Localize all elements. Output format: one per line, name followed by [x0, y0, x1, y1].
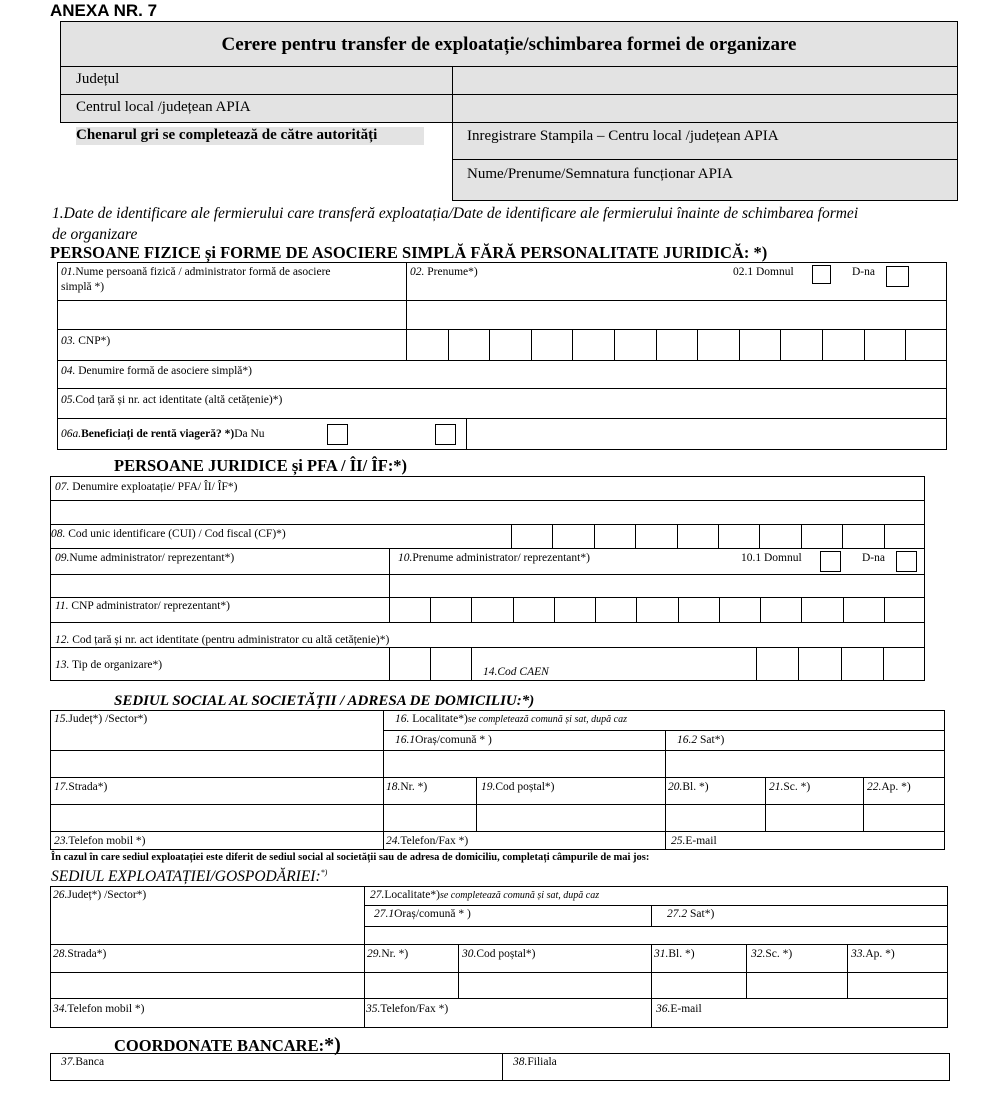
- city-input[interactable]: [384, 751, 664, 776]
- f20-label: Bl. *): [682, 781, 709, 793]
- farm-county-input[interactable]: [51, 906, 363, 943]
- f11-label: CNP administrator/ reprezentant*): [71, 600, 231, 612]
- farm-street-input[interactable]: [51, 973, 363, 997]
- alt-address-note: În cazul în care sediul exploatației este diferit de sediul social al societății sau de adresa de domiciliu, completați câmpurile de mai jos:: [51, 852, 650, 863]
- section1-heading: PERSOANE FIZICE și FORME DE ASOCIERE SIMPLĂ FĂRĂ PERSONALITATE JURIDICĂ: *): [50, 243, 768, 262]
- annex-title: ANEXA NR. 7: [50, 1, 158, 20]
- f02-label: Prenume*): [427, 266, 478, 278]
- county-label: Județul: [76, 71, 120, 87]
- admin-mrs-label: D-na: [862, 552, 885, 564]
- admin-mr-checkbox[interactable]: [820, 551, 841, 572]
- f02-input[interactable]: [407, 301, 946, 328]
- f34-label: Telefon mobil *): [67, 1003, 145, 1015]
- f18-label: Nr. *): [400, 781, 428, 793]
- f05-label: Cod țară și nr. act identitate (altă cetățenie)*): [75, 394, 283, 406]
- section1-intro-line2: de organizare: [52, 226, 138, 243]
- f03-label: CNP*): [78, 335, 111, 347]
- section5-heading: COORDONATE BANCARE:: [114, 1036, 325, 1055]
- village-input[interactable]: [666, 751, 944, 776]
- section2-heading: PERSOANE JURIDICE și PFA / ÎI/ ÎF:*): [114, 456, 408, 475]
- f101-label: 10.1 Domnul: [741, 552, 802, 564]
- cui-cells[interactable]: [511, 524, 925, 548]
- f30-label: Cod poștal*): [476, 948, 536, 960]
- official-label: Nume/Prenume/Semnatura funcționar APIA: [467, 166, 733, 182]
- f09-label: Nume administrator/ reprezentant*): [69, 552, 235, 564]
- f25-label: E-mail: [685, 835, 717, 847]
- f27-label: Localitate*): [384, 889, 440, 901]
- f29-label: Nr. *): [381, 948, 409, 960]
- f31-label: Bl. *): [668, 948, 695, 960]
- f35-label: Telefon/Fax *): [380, 1003, 449, 1015]
- org-type-cells[interactable]: [389, 648, 471, 680]
- f01-input[interactable]: [58, 301, 406, 328]
- f271-label: Oraș/comună * ): [394, 908, 471, 920]
- registration-label: Inregistrare Stampila – Centru local /județean APIA: [467, 128, 779, 144]
- mrs-label: D-na: [852, 266, 875, 278]
- street-input[interactable]: [51, 805, 382, 830]
- f10-input[interactable]: [390, 575, 924, 597]
- bank-input[interactable]: [51, 1068, 501, 1080]
- f161-label: Oraș/comună * ): [415, 734, 492, 746]
- f17-label: Strada*): [68, 781, 108, 793]
- f09-input[interactable]: [51, 575, 389, 597]
- county-sector-input[interactable]: [51, 751, 382, 776]
- f162-label: Sat*): [700, 734, 725, 746]
- rent-no-checkbox[interactable]: [435, 424, 456, 445]
- f01-label: Nume persoană fizică / administrator formă de asociere: [75, 266, 331, 278]
- county-input[interactable]: [452, 67, 957, 94]
- farm-village-input[interactable]: [652, 927, 947, 943]
- grey-note: Chenarul gri se completează de către autorități: [76, 127, 378, 143]
- f13-label: Tip de organizare*): [72, 659, 163, 671]
- admin-mrs-checkbox[interactable]: [896, 551, 917, 572]
- f21-label: Sc. *): [783, 781, 811, 793]
- f14-label: 14.Cod CAEN: [483, 666, 549, 678]
- branch-input[interactable]: [503, 1068, 949, 1080]
- form-title: Cerere pentru transfer de exploatație/schimbarea formei de organizare: [221, 34, 797, 55]
- rent-yes-checkbox[interactable]: [327, 424, 348, 445]
- f28-label: Strada*): [67, 948, 107, 960]
- f37-label: Banca: [75, 1056, 105, 1068]
- f26-label: Județ*) /Sector*): [67, 889, 147, 901]
- f021-label: 02.1 Domnul: [733, 266, 794, 278]
- local-center-label: Centrul local /județean APIA: [76, 99, 251, 115]
- f06-label: Beneficiați de rentă viageră? *): [81, 428, 235, 440]
- f06-options: Da Nu: [234, 428, 265, 440]
- f12-label: Cod țară și nr. act identitate (pentru administrator cu altă cetățenie)*): [72, 634, 390, 646]
- f19-label: Cod poștal*): [495, 781, 555, 793]
- f08-label: Cod unic identificare (CUI) / Cod fiscal (CF)*): [68, 528, 286, 540]
- f10-label: Prenume administrator/ reprezentant*): [412, 552, 590, 564]
- admin-cnp-cells[interactable]: [389, 597, 925, 622]
- mr-checkbox[interactable]: [812, 265, 831, 284]
- f22-label: Ap. *): [881, 781, 911, 793]
- f01-label-2: simplă *): [61, 281, 105, 293]
- f04-label: Denumire formă de asociere simplă*): [78, 365, 252, 377]
- cnp-cells[interactable]: [406, 329, 947, 360]
- mrs-checkbox[interactable]: [886, 266, 909, 287]
- section1-intro-line1: 1.Date de identificare ale fermierului care transferă exploatația/Date de identificare ale fermierului înainte de schimbarea formei: [52, 205, 859, 222]
- farm-city-input[interactable]: [365, 927, 650, 943]
- f38-label: Filiala: [527, 1056, 557, 1068]
- f33-label: Ap. *): [865, 948, 895, 960]
- f07-label: Denumire exploatație/ PFA/ ÎI/ ÎF*): [72, 481, 238, 493]
- f24-label: Telefon/Fax *): [400, 835, 469, 847]
- f15-label: Județ*) /Sector*): [68, 713, 148, 725]
- f16-label: Localitate*): [412, 713, 468, 725]
- f23-label: Telefon mobil *): [68, 835, 146, 847]
- f07-input[interactable]: [51, 501, 924, 523]
- caen-cells[interactable]: [756, 647, 925, 681]
- f272-label: Sat*): [690, 908, 715, 920]
- section4-heading: SEDIUL EXPLOATAȚIEI/GOSPODĂRIEI:: [51, 868, 321, 886]
- section3-heading: SEDIUL SOCIAL AL SOCIETĂȚII / ADRESA DE DOMICILIU:*): [114, 693, 535, 709]
- local-center-input[interactable]: [452, 95, 957, 122]
- f36-label: E-mail: [670, 1003, 702, 1015]
- f32-label: Sc. *): [765, 948, 793, 960]
